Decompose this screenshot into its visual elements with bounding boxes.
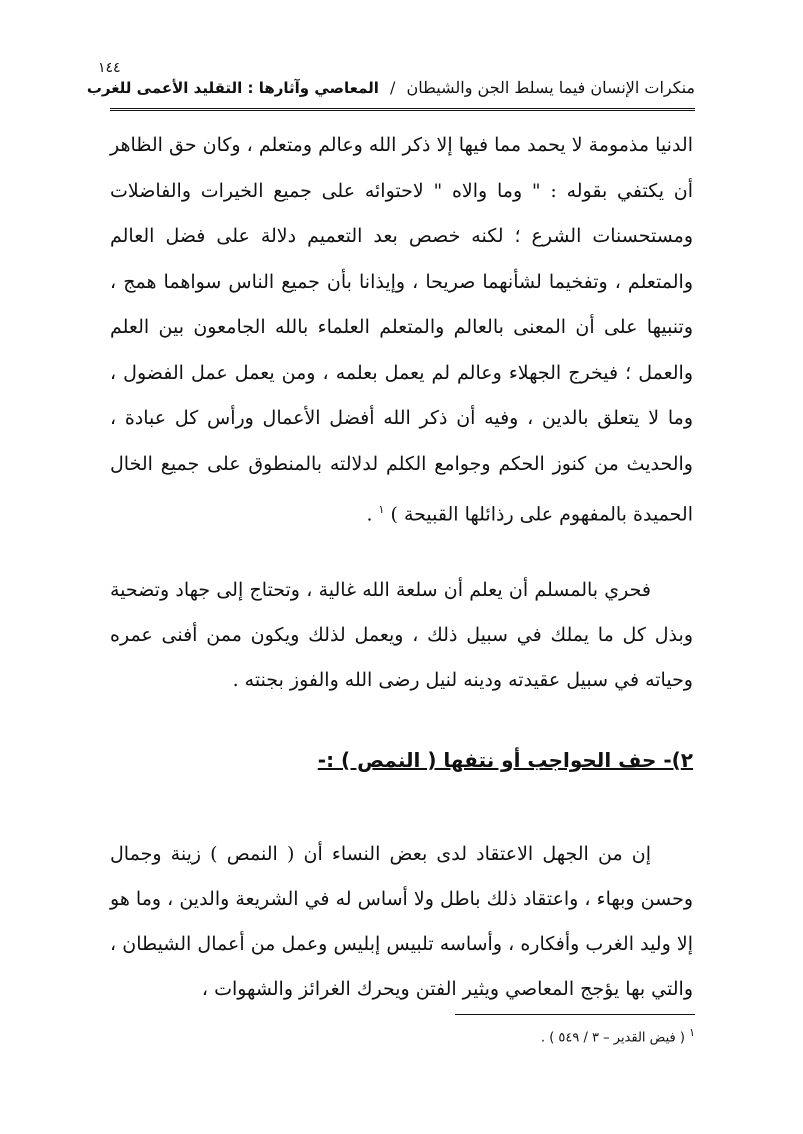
paragraph-1-text: الدنيا مذمومة لا يحمد مما فيها إلا ذكر الله وعالم ومتعلم ، وكان حق الظاهر أن يكتفي بقوله : " وما والاه " لاحتوائه على جميع الخيرات والفاضلات ومستحسنات الشرع ؛ لكنه خصص بعد التعميم دلالة على فضل العالم والمتعلم ، وتفخيما لشأنهما صريحا ، وإيذانا بأن جميع الناس سواهما همج ، وتنبيها على أن المعنى بالعالم والمتعلم العلماء بالله الجامعون بين العلم والعمل ؛ فيخرج الجهلاء وعالم لم يعمل بعلمه ، ومن يعمل عمل الفضول ، وما لا يتعلق بالدين ، وفيه أن ذكر الله أفضل الأعمال ورأس كل عبادة ، والحديث من كنوز الحكم وجوامع الكلم لدلالته بالمنطوق على جميع الخال الحميدة بالمفهوم على رذائلها القبيحة ) (110, 134, 693, 526)
chapter-title: المعاصي وآثارها : التقليد الأعمى للغرب (86, 79, 379, 97)
header-rule (110, 108, 695, 111)
footnote-text: ( فيض القدير – ٣ / ٥٤٩ ) . (540, 1030, 685, 1046)
footnote-rule (455, 1014, 695, 1015)
book-title: منكرات الإنسان فيما يسلط الجن والشيطان (406, 78, 695, 97)
paragraph-3 (110, 832, 693, 1012)
paragraph-1-end: . (366, 503, 379, 526)
paragraph-3-text: إن من الجهل الاعتقاد لدى بعض النساء أن ( النمص ) زينة وجمال وحسن وبهاء ، واعتقاد ذلك باطل ولا أساس له في الشريعة والدين ، وما هو إلا وليد الغرب وأفكاره ، وأساسه تلبيس إبليس وعمل من أعمال الشيطان ، والتي بها يؤجج المعاصي ويثير الفتن ويحرك الغرائز والشهوات ، (110, 843, 693, 1000)
footnote-reference[interactable]: ١ (378, 503, 385, 516)
footnote-marker: ١ (689, 1026, 695, 1039)
section-heading: ٢)- حف الحواجب أو نتفها ( النمص ) :- (317, 748, 693, 772)
header-separator: / (390, 78, 396, 97)
paragraph-2-text: فحري بالمسلم أن يعلم أن سلعة الله غالية ، وتحتاج إلى جهاد وتضحية وبذل كل ما يملك في سبيل ذلك ، ويعمل لذلك ويكون ممن أفنى عمره وحياته في سبيل عقيدته ودينه لنيل رضى الله والفوز بجنته . (110, 579, 693, 691)
page-number: ١٤٤ (98, 60, 121, 76)
running-header (86, 72, 695, 104)
paragraph-1 (110, 123, 693, 538)
footnote (541, 1026, 695, 1045)
paragraph-2 (110, 568, 693, 703)
